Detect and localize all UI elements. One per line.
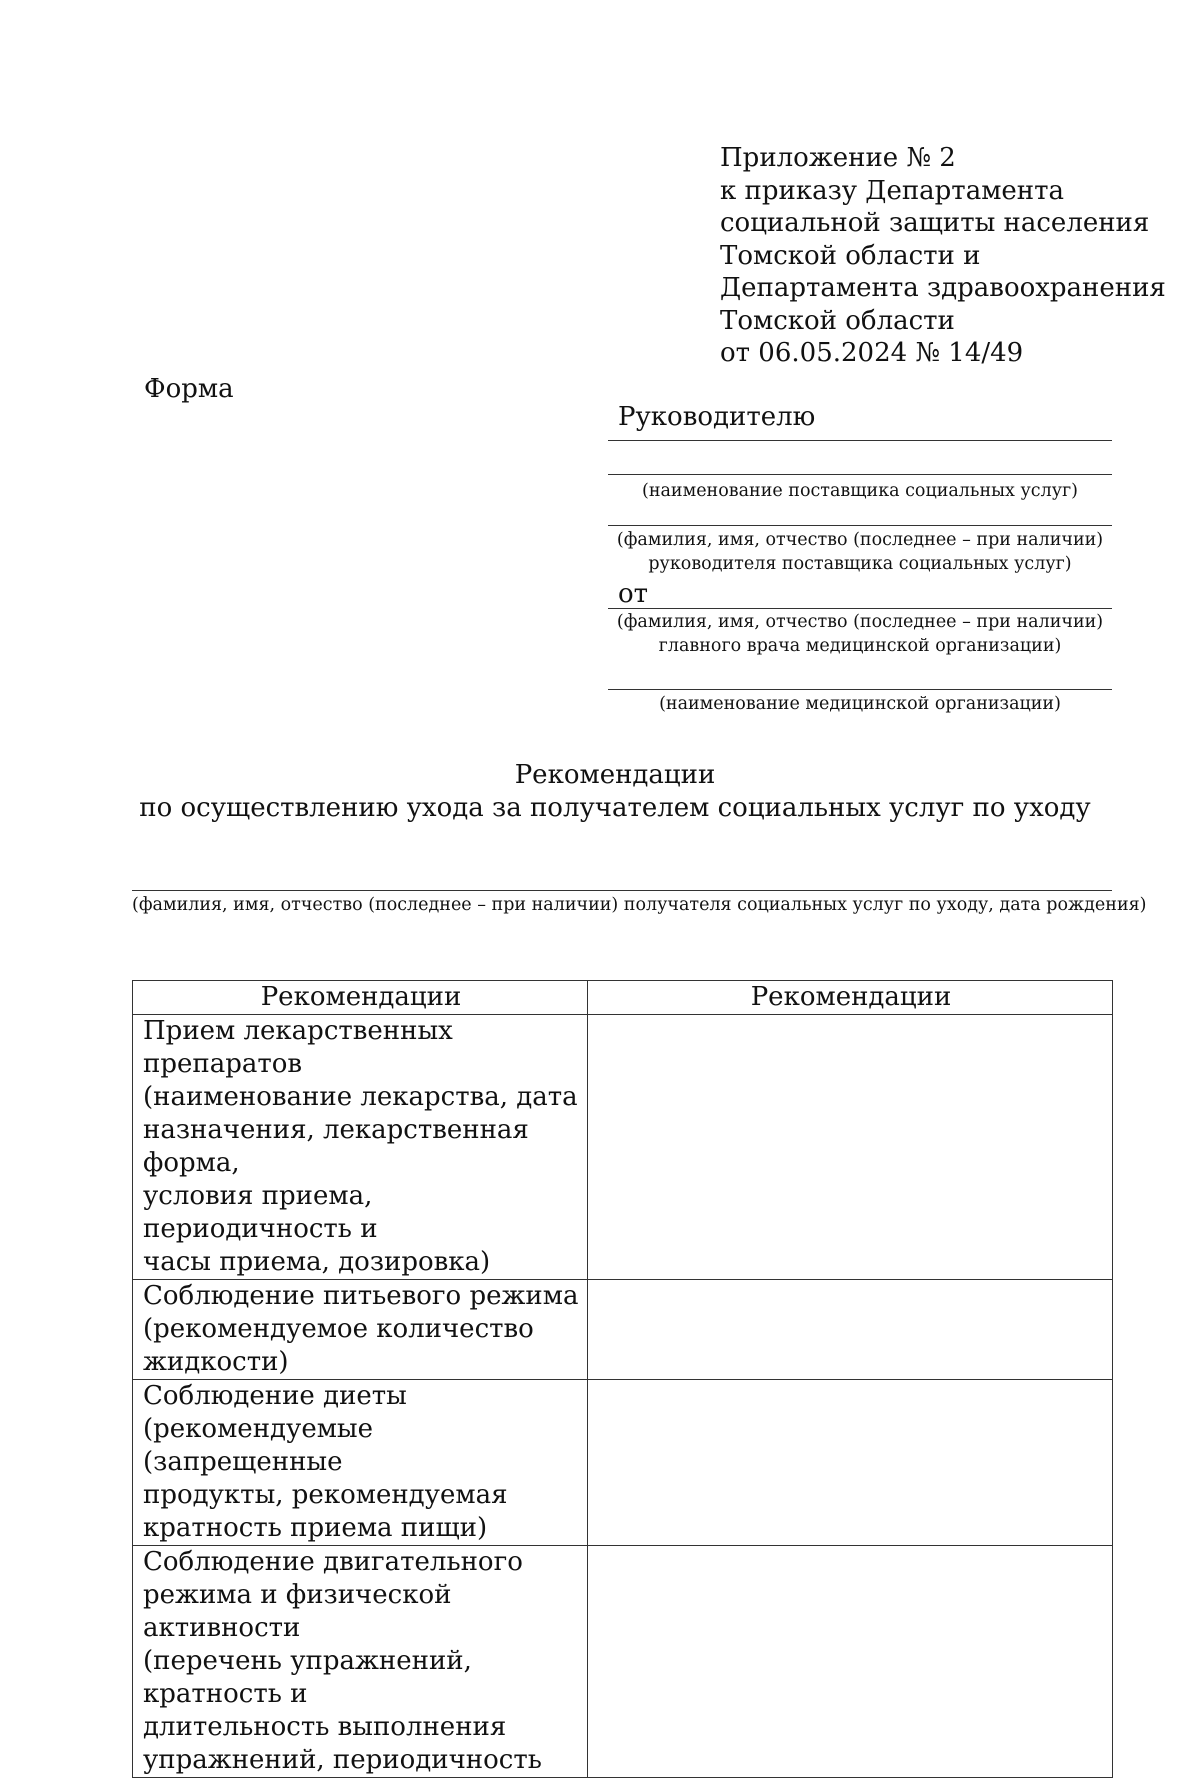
cell-line: Прием лекарственных препаратов <box>143 1016 453 1079</box>
recommendation-value-cell[interactable] <box>588 1280 1113 1380</box>
cell-line: назначения, лекарственная форма, <box>143 1115 529 1178</box>
recommendations-table <box>132 980 1113 1778</box>
column-header: Рекомендации <box>588 981 1113 1015</box>
appendix-line: от 06.05.2024 № 14/49 <box>720 338 1024 368</box>
appendix-line: к приказу Департамента <box>720 175 1065 206</box>
appendix-block <box>720 142 1166 370</box>
cell-line: продукты, рекомендуемая <box>143 1480 508 1510</box>
appendix-line: социальной защиты населения <box>720 208 1150 238</box>
cell-line: режима и физической активности <box>143 1580 452 1643</box>
table-row <box>133 1546 1113 1778</box>
doctor-name-caption-1: (фамилия, имя, отчество (последнее – при наличии) <box>616 612 1104 632</box>
appendix-line: Приложение № 2 <box>720 143 956 173</box>
recommendation-label-cell <box>133 1280 588 1380</box>
appendix-line: Департамента здравоохранения <box>720 273 1166 303</box>
from-field[interactable] <box>608 580 1112 609</box>
provider-name-caption: (наименование поставщика социальных услуг) <box>642 481 1078 501</box>
doctor-name-caption-2: главного врача медицинской организации) <box>658 636 1062 656</box>
recommendations-title: Рекомендации <box>514 760 716 790</box>
head-name-caption-1: (фамилия, имя, отчество (последнее – при наличии) <box>616 530 1104 550</box>
table-header-row <box>133 981 1113 1015</box>
cell-line: (рекомендуемое количество <box>143 1314 534 1344</box>
appendix-line: Томской области <box>720 305 955 336</box>
table-row <box>133 1380 1113 1546</box>
cell-line: (рекомендуемые (запрещенные <box>143 1414 374 1477</box>
recommendations-subtitle: по осуществлению ухода за получателем социальных услуг по уходу <box>139 793 1091 823</box>
cell-line: (перечень упражнений, кратность и <box>143 1646 472 1709</box>
to-label: Руководителю <box>608 400 1112 441</box>
addressee-block <box>608 400 1112 716</box>
org-name-field[interactable] <box>608 658 1112 690</box>
head-name-caption-2: руководителя поставщика социальных услуг) <box>648 554 1072 574</box>
table-row <box>133 1015 1113 1280</box>
cell-line: кратность приема пищи) <box>143 1513 488 1543</box>
form-label: Форма <box>144 374 234 404</box>
recommendation-label-cell <box>133 1546 588 1778</box>
org-name-caption: (наименование медицинской организации) <box>659 694 1061 714</box>
cell-line: (наименование лекарства, дата <box>143 1082 578 1112</box>
patient-name-field[interactable] <box>132 890 1112 891</box>
patient-name-caption: (фамилия, имя, отчество (последнее – при наличии) получателя социальных услуг по уходу, дата рождения) <box>132 895 1147 915</box>
cell-line: Соблюдение диеты <box>143 1381 407 1411</box>
cell-line: Соблюдение двигательного <box>143 1547 523 1577</box>
recommendation-value-cell[interactable] <box>588 1546 1113 1778</box>
from-label: от <box>618 579 649 609</box>
recommendation-value-cell[interactable] <box>588 1015 1113 1280</box>
cell-line: часы приема, дозировка) <box>143 1247 491 1277</box>
column-header: Рекомендации <box>133 981 588 1015</box>
cell-line: жидкости) <box>143 1347 289 1377</box>
cell-line: Соблюдение питьевого режима <box>143 1281 579 1311</box>
appendix-line: Томской области и <box>720 240 981 271</box>
recommendation-label-cell <box>133 1015 588 1280</box>
head-name-field[interactable] <box>608 503 1112 526</box>
recommendation-value-cell[interactable] <box>588 1380 1113 1546</box>
cell-line: условия приема, периодичность и <box>143 1181 378 1244</box>
table-row <box>133 1280 1113 1380</box>
cell-line: упражнений, периодичность <box>143 1745 542 1775</box>
cell-line: длительность выполнения <box>143 1712 507 1742</box>
provider-name-field[interactable] <box>608 441 1112 475</box>
recommendation-label-cell <box>133 1380 588 1546</box>
